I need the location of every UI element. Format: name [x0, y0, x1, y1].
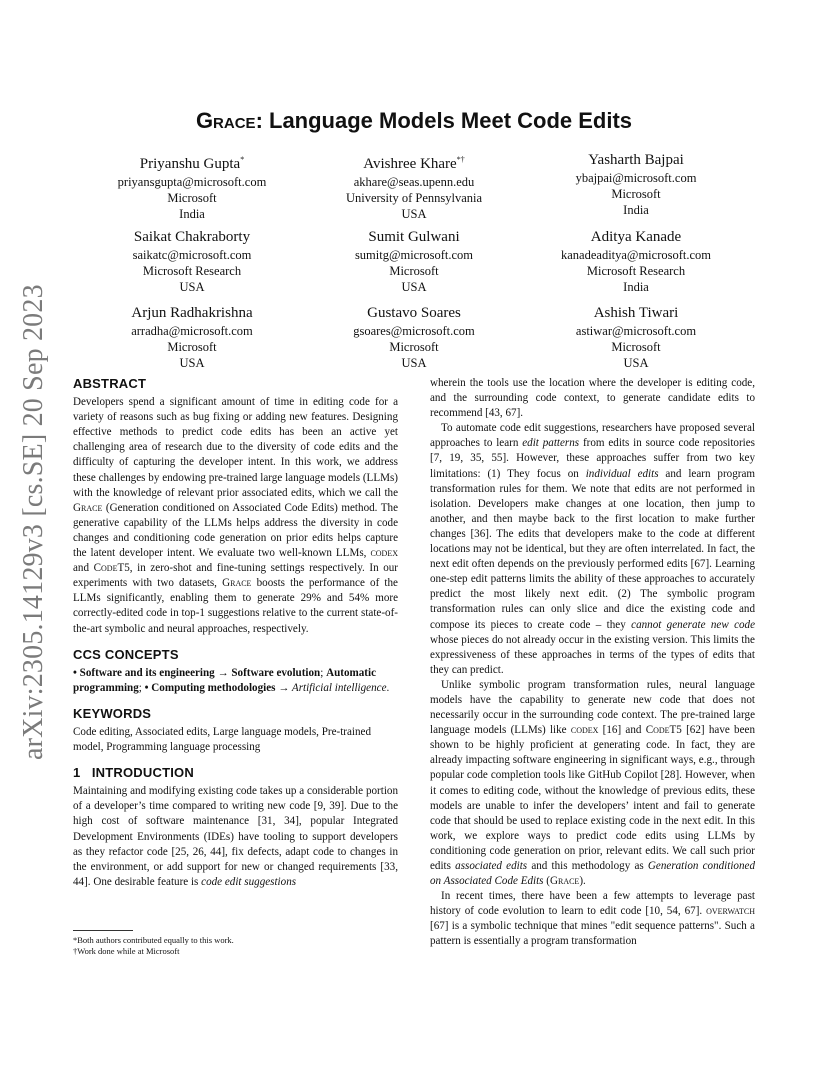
author-name: Avishree Khare [363, 156, 457, 172]
author-name: Yasharth Bajpai [588, 152, 684, 168]
author-org: Microsoft [611, 187, 661, 201]
author-block [72, 227, 312, 295]
author-mark: * [240, 155, 245, 164]
author-name: Priyanshu Gupta [139, 156, 241, 172]
author-country: India [623, 280, 649, 294]
author-name: Aditya Kanade [590, 229, 682, 245]
author-org: Microsoft [167, 340, 217, 354]
author-block [294, 303, 534, 371]
author-name: Arjun Radhakrishna [131, 305, 253, 321]
author-block [294, 150, 534, 222]
paragraph: Unlike symbolic program transformation rules, neural language models have the capability to generate new code that does not necessarily occur in the surrounding code context. The pre-trained large language models (LLMs) like codex [16] and CodeT5 [62] have been shown to be highly proficient at generating code. In fact, they are already impacting software engineering in significant ways, e.g., through popular code completion tools like GitHub Copilot [28]. However, when it comes to editing code, without the knowledge of previous edits, these models are unable to infer the developers’ intent and fail to generate code that should be used to replace existing code in the next edit. In this work, we explore ways to predict code edits using LLMs by conditioning code generation on prior, relevant edits. We call such prior edits associated edits and this methodology as Generation conditioned on Associated Code Edits (Grace). [430, 678, 755, 888]
author-block [516, 303, 756, 371]
abstract-text: Developers spend a significant amount of time in editing code for a variety of reasons such as bug fixing or adding new features. Designing effective methods to predict code edits has been an active yet challenging area of research due to the diversity of code edits and the difficulty of capturing the developer intent. In this work, we address these challenges by endowing pre-trained large language models (LLMs) with the knowledge of relevant prior associated edits, which we call the Grace (Generation conditioned on Associated Code Edits) method. The generative capability of the LLMs helps address the diversity in code changes and conditioning code generation on prior edits helps capture the latent developer intent. We evaluate two well-known LLMs, codex and CodeT5, in zero-shot and fine-tuning settings respectively. In our experiments with two datasets, Grace boosts the performance of the LLMs significantly, enabling them to generate 29% and 54% more correctly-edited code in top-1 suggestions relative to the current state-of-the-art symbolic and neural approaches, respectively. [73, 396, 398, 635]
paragraph: In recent times, there have been a few attempts to leverage past history of code evolution to learn to edit code [10, 54, 67]. overwatch [67] is a symbolic technique that mines "edit sequence patterns". Such a pattern is essentially a program transformation [430, 890, 755, 948]
footnote: †Work done while at Microsoft [73, 946, 180, 956]
ccs-text: • Software and its engineering → Software evolution; Automatic programming; • Computing methodologies → Artificial intelligence. [73, 666, 390, 694]
introduction-heading: 1 INTRODUCTION [73, 765, 194, 781]
author-email: priyansgupta@microsoft.com [117, 175, 267, 189]
author-country: India [179, 207, 205, 221]
author-org: Microsoft [611, 340, 661, 354]
paper-title [0, 108, 828, 134]
author-country: India [623, 203, 649, 217]
author-org: Microsoft Research [142, 264, 242, 278]
author-country: USA [623, 356, 649, 370]
author-country: USA [179, 356, 205, 370]
author-name: Saikat Chakraborty [133, 229, 251, 245]
author-email: sumitg@microsoft.com [354, 248, 474, 262]
author-org: Microsoft [389, 264, 439, 278]
paragraph: To automate code edit suggestions, researchers have proposed several approaches to learn edit patterns from edits in source code repositories [7, 19, 35, 55]. However, these approaches suffer from two key limitations: (1) They focus on individual edits and learn program transformation rules for them. We note that edits are not performed in isolation. Developers make changes at one location, then jump to another, and then maybe back to the first location to make further changes [36]. The edits that developers make to the code at different locations may not be identical, but they are often interrelated. In fact, the next edit often depends on the previously performed edits [67]. Learning one-step edit patterns limits the ability of these approaches to accurately predict the most likely next edit. (2) The symbolic program transformation rules can only slice and dice the existing code and compose its pieces to create code – they cannot generate new code whose pieces do not already occur in the existing version. This limits the expressiveness of these approaches in terms of the types of edits that they can predict. [430, 422, 756, 676]
keywords-text: Code editing, Associated edits, Large language models, Pre-trained model, Programming language processing [73, 725, 372, 754]
author-country: USA [401, 356, 427, 370]
author-country: USA [179, 280, 205, 294]
footnotes [73, 930, 398, 957]
title-rest: : Language Models Meet Code Edits [255, 108, 633, 133]
author-block [294, 227, 534, 295]
title-system-name: Grace [195, 108, 256, 133]
author-email: arradha@microsoft.com [131, 324, 253, 338]
author-org: Microsoft Research [586, 264, 686, 278]
author-block [516, 227, 756, 295]
footnote-rule [73, 930, 133, 931]
author-email: ybajpai@microsoft.com [575, 171, 697, 185]
author-email: gsoares@microsoft.com [353, 324, 475, 338]
right-column [430, 376, 755, 950]
author-email: akhare@seas.upenn.edu [353, 175, 475, 189]
author-name: Sumit Gulwani [368, 229, 460, 245]
left-column [73, 376, 398, 890]
keywords-heading: KEYWORDS [73, 705, 152, 721]
author-org: Microsoft [389, 340, 439, 354]
author-block [516, 150, 756, 218]
footnote: *Both authors contributed equally to this work. [73, 935, 234, 945]
author-org: University of Pennsylvania [345, 191, 483, 205]
paragraph: wherein the tools use the location where the developer is editing code, and the surrounding code context, to generate candidate edits to recommend [43, 67]. [430, 377, 755, 420]
ccs-heading: CCS CONCEPTS [73, 646, 179, 662]
author-org: Microsoft [167, 191, 217, 205]
author-name: Gustavo Soares [367, 305, 461, 321]
author-mark: *† [456, 155, 465, 164]
author-country: USA [401, 280, 427, 294]
arxiv-identifier: arXiv:2305.14129v3 [cs.SE] 20 Sep 2023 [18, 284, 49, 760]
author-email: kanadeaditya@microsoft.com [561, 248, 711, 262]
author-email: saikatc@microsoft.com [132, 248, 252, 262]
author-block [72, 303, 312, 371]
introduction-text: Maintaining and modifying existing code takes up a considerable portion of a developer’s time compared to writing new code [9, 39]. Due to the high cost of software maintenance [31, 34], popular Integrated Development Environments (IDEs) have tooling to support developers as they refactor code [25, 26, 44], fix defects, adapt code to changes in the environment, or add support for new or changed requirements [33, 44]. One desirable feature is code edit suggestions [73, 785, 398, 888]
author-country: USA [401, 207, 427, 221]
arxiv-sidebar-stamp [18, 284, 58, 760]
author-name: Ashish Tiwari [593, 305, 679, 321]
author-block [72, 150, 312, 222]
abstract-heading: ABSTRACT [73, 376, 147, 391]
author-email: astiwar@microsoft.com [575, 324, 697, 338]
